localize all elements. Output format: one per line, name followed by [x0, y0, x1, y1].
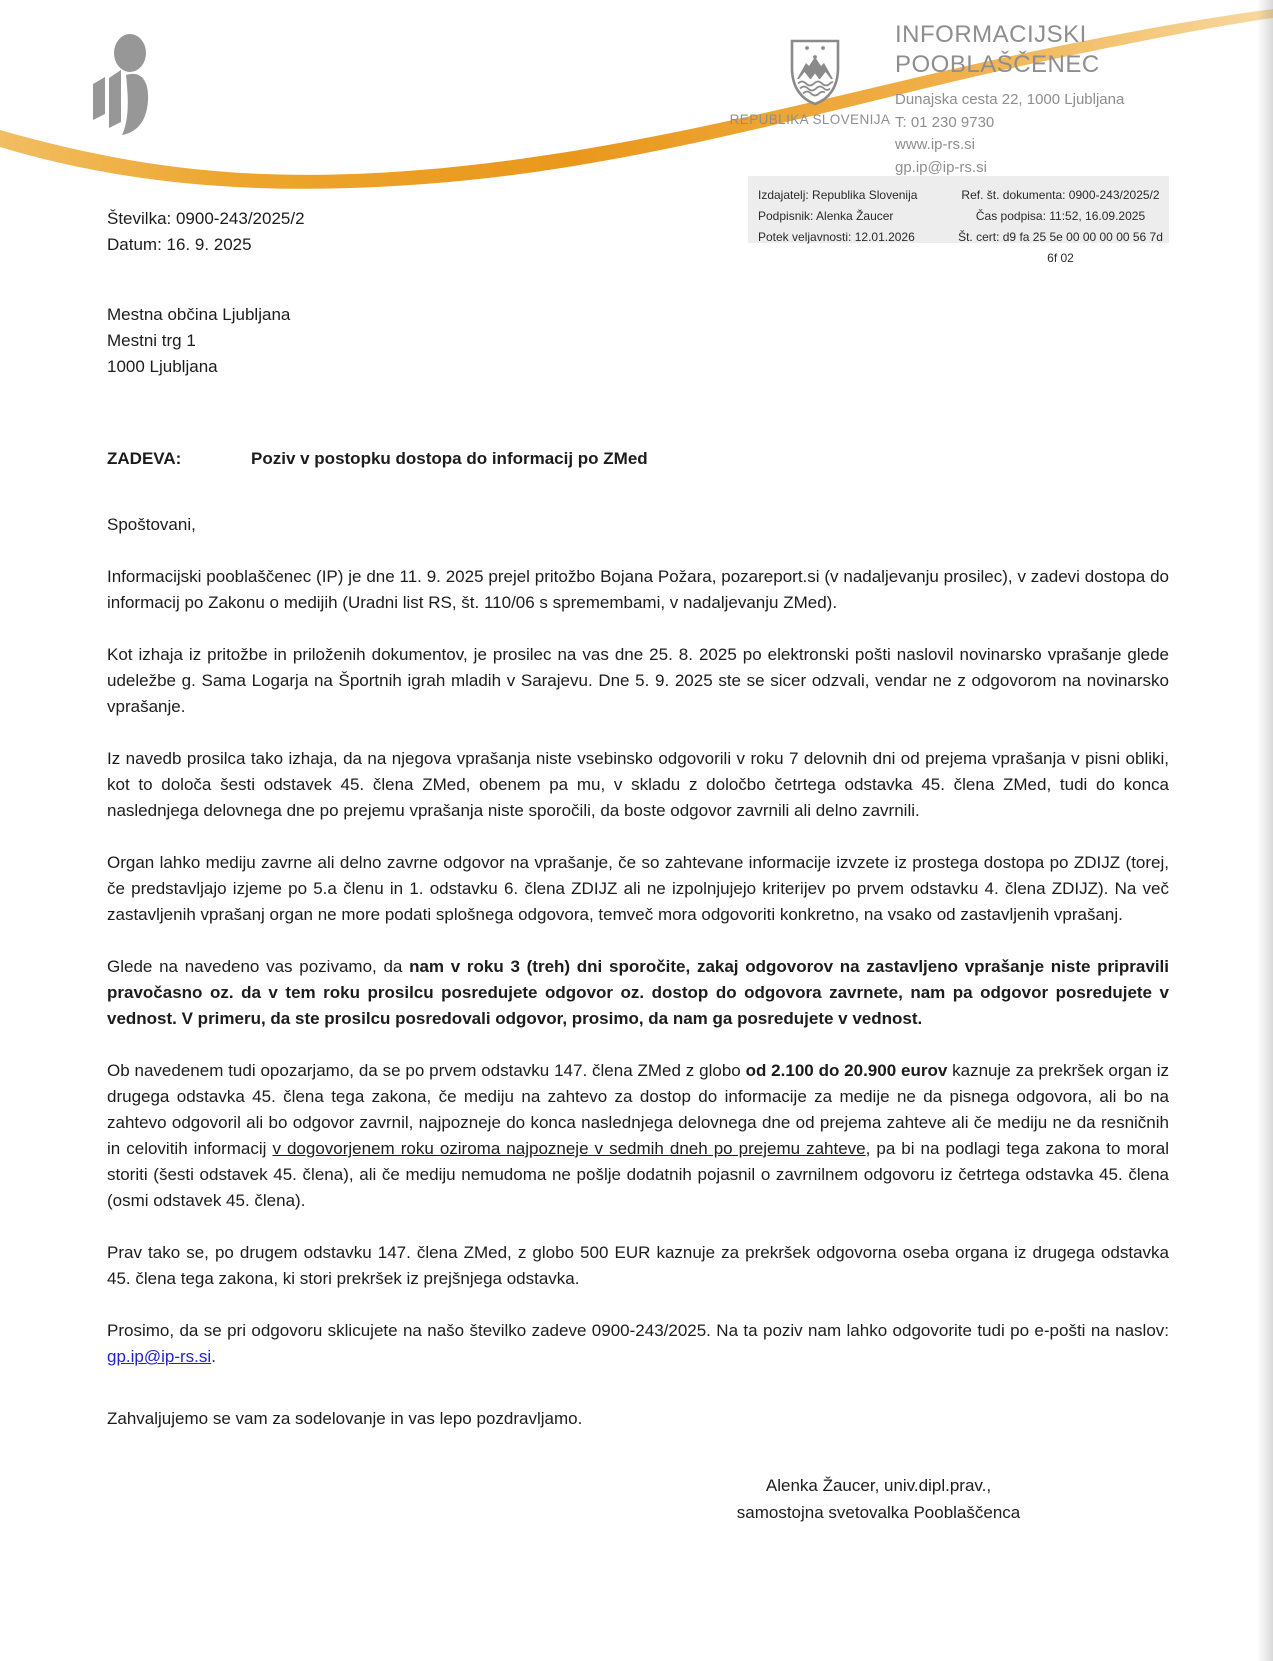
- org-name-line2: POOBLAŠČENEC: [895, 51, 1100, 78]
- text-segment: Glede na navedeno vas pozivamo, da: [107, 957, 410, 976]
- stamp-signer: Podpisnik: Alenka Žaucer: [758, 209, 894, 223]
- paragraph: [107, 512, 1169, 538]
- text-segment: kaznuje za prekršek organ iz drugega odstavka 45. člena tega zakona, če mediju na zahtevo za dostop do informacije za medije ne da pisnega odgovora, ali bo na zahtevo odgovoril ali bo odgovor zavrnil, najpozneje do konca naslednjega delovnega dne od prejema zahteve ali če mediju ne da resničnih in celovitih informacij: [107, 1061, 1170, 1158]
- paragraph: [107, 642, 1169, 720]
- scan-edge-shading: [1257, 0, 1273, 1661]
- subject-text: Poziv v postopku dostopa do informacij po ZMed: [251, 449, 648, 468]
- doc-number: Številka: 0900-243/2025/2: [107, 209, 305, 228]
- bold-text: nam v roku 3 (treh) dni sporočite, zakaj odgovorov na zastavljeno vprašanje niste pripravili pravočasno oz. da v tem roku prosilcu posredujete odgovor oz. dostop do odgovora zavrnete, nam pa odgovor posredujete v vednost. V primeru, da ste prosilcu posredovali odgovor, prosimo, da nam ga posredujete v vednost.: [107, 957, 1169, 1028]
- stamp-ref-number: Ref. št. dokumenta: 0900-243/2025/2: [961, 188, 1160, 202]
- signature-block: [706, 1472, 1051, 1526]
- recipient-address: [107, 302, 1169, 380]
- org-address-phone: T: 01 230 9730: [895, 113, 995, 131]
- text-segment: Ob navedenem tudi opozarjamo, da se po prvem odstavku 147. člena ZMed z globo: [107, 1061, 746, 1080]
- bold-text: od 2.100 do 20.900 eurov: [745, 1061, 948, 1080]
- paragraph: [107, 850, 1169, 928]
- recipient-line: Mestni trg 1: [107, 331, 196, 350]
- text-segment: Kot izhaja iz pritožbe in priloženih dokumentov, je prosilec na vas dne 25. 8. 2025 po elektronski pošti naslovil novinarsko vprašanje glede udeležbe g. Sama Logarja na Športnih igrah mladih v Sarajevu. Dne 5. 9. 2025 ste se sicer odzvali, vendar ne z odgovorom na novinarsko vprašanje.: [107, 645, 1169, 716]
- recipient-line: Mestna občina Ljubljana: [107, 305, 291, 324]
- stamp-issuer: Izdajatelj: Republika Slovenija: [758, 188, 918, 202]
- paragraph: [107, 1240, 1169, 1292]
- text-segment: , pa bi na podlagi tega zakona to moral storiti (šesti odstavek 45. člena), ali če mediju nemudoma ne pošlje dodatnih pojasnil o zavrnilnem odgovoru iz četrtega odstavka 45. člena (osmi odstavek 45. člena).: [107, 1139, 1169, 1210]
- paragraph: [107, 1406, 1169, 1432]
- text-segment: Organ lahko mediju zavrne ali delno zavrne odgovor na vprašanje, če so zahtevane informacije izvzete iz prostega dostopa po ZDIJZ (torej, če predstavljajo izjeme po 5.a členu in 1. odstavku 6. člena ZDIJZ ali ne izpolnjujejo kriterijev po prvem odstavku 4. člena ZDIJZ). Na več zastavljenih vprašanj organ ne more podati splošnega odgovora, temveč mora odgovoriti konkretno, na vsako od zastavljenih vprašanj.: [107, 853, 1169, 924]
- doc-meta: [107, 206, 1169, 258]
- underlined-text: v dogovorjenem roku oziroma najpozneje v sedmih dneh po prejemu zahteve: [272, 1139, 866, 1158]
- letterhead-org-block: [895, 20, 1225, 179]
- text-segment: Iz navedb prosilca tako izhaja, da na njegova vprašanja niste vsebinsko odgovorili v roku 7 delovnih dni od prejema vprašanja v pisni obliki, kot to določa šesti odstavek 45. člena ZMed, obenem pa mu, v skladu z določbo četrtega odstavka 45. člena ZMed, tudi do konca naslednjega delovnega dne po prejemu vprašanja niste sporočili, da boste odgovor zavrnili ali delno zavrnili.: [107, 749, 1169, 820]
- text-segment: Prav tako se, po drugem odstavku 147. člena ZMed, z globo 500 EUR kaznuje za prekršek odgovorna oseba organa iz drugega odstavka 45. člena tega zakona, ki stori prekršek iz prejšnjega odstavka.: [107, 1243, 1169, 1288]
- coat-of-arms-label: REPUBLIKA SLOVENIJA: [729, 112, 891, 127]
- org-address: [895, 89, 1225, 179]
- org-address-website: www.ip-rs.si: [895, 136, 976, 153]
- recipient-line: 1000 Ljubljana: [107, 357, 218, 376]
- paragraph: [107, 1318, 1169, 1370]
- paragraph: [107, 1058, 1169, 1214]
- paragraph: [107, 954, 1169, 1032]
- stamp-sign-time: Čas podpisa: 11:52, 16.09.2025: [975, 209, 1146, 223]
- signature-title: samostojna svetovalka Pooblaščenca: [736, 1503, 1021, 1522]
- doc-date: Datum: 16. 9. 2025: [107, 235, 252, 254]
- signature-name: Alenka Žaucer, univ.dipl.prav.,: [765, 1476, 992, 1495]
- subject-line: [107, 446, 1169, 472]
- slovenia-coat-of-arms-icon: [789, 38, 841, 110]
- paragraph: [107, 564, 1169, 616]
- text-segment: Informacijski pooblaščenec (IP) je dne 11. 9. 2025 prejel pritožbo Bojana Požara, pozareport.si (v nadaljevanju prosilec), v zadevi dostopa do informacij po Zakonu o medijih (Uradni list RS, št. 110/06 s spremembami, v nadaljevanju ZMed).: [107, 567, 1169, 612]
- subject-label: ZADEVA:: [107, 449, 182, 468]
- letter-content: [107, 206, 1169, 1526]
- paragraph: [107, 746, 1169, 824]
- letter-body: [107, 512, 1169, 1432]
- org-name: [895, 20, 1225, 80]
- ip-logo-icon: [86, 32, 156, 140]
- text-segment: .: [211, 1347, 216, 1366]
- text-segment: Spoštovani,: [107, 515, 196, 534]
- org-address-email: gp.ip@ip-rs.si: [895, 158, 987, 176]
- org-address-street: Dunajska cesta 22, 1000 Ljubljana: [895, 91, 1125, 108]
- email-link[interactable]: gp.ip@ip-rs.si: [107, 1347, 212, 1366]
- text-segment: Zahvaljujemo se vam za sodelovanje in vas lepo pozdravljamo.: [107, 1409, 583, 1428]
- org-name-line1: INFORMACIJSKI: [895, 21, 1087, 48]
- text-segment: Prosimo, da se pri odgovoru sklicujete na našo številko zadeve 0900-243/2025. Na ta poziv nam lahko odgovorite tudi po e-pošti na naslov:: [107, 1321, 1169, 1340]
- stamp-validity: Potek veljavnosti: 12.01.2026: [758, 230, 915, 244]
- stamp-cert: Št. cert: d9 fa 25 5e 00 00 00 00 56 7d 6f 02: [958, 230, 1163, 265]
